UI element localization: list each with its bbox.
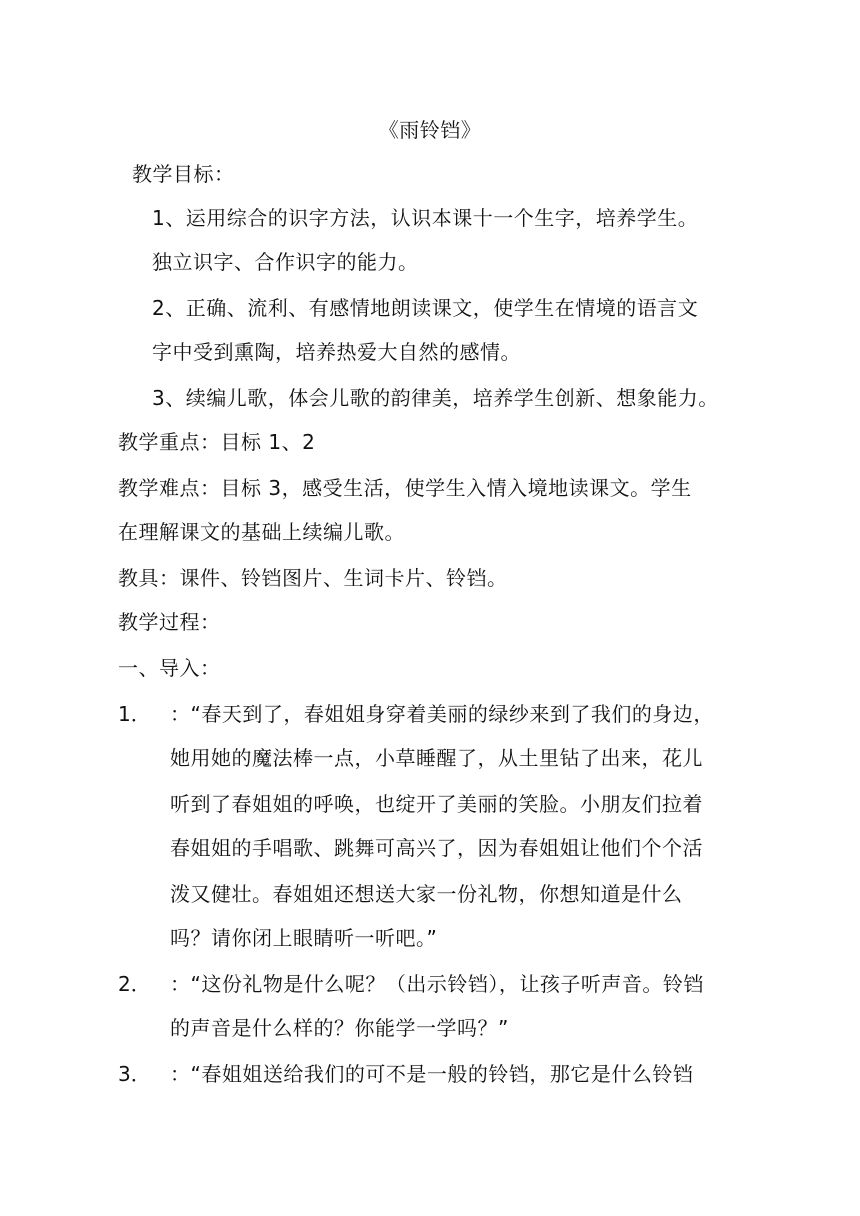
step-1-number: 1． (118, 702, 151, 726)
teaching-tools: 教具：课件、铃铛图片、生词卡片、铃铛。 (118, 566, 508, 590)
step-1-line-3: 听到了春姐姐的呼唤，也绽开了美丽的笑脸。小朋友们拉着 (170, 792, 703, 816)
step-1-line-4: 春姐姐的手唱歌、跳舞可高兴了，因为春姐姐让他们个个活 (170, 836, 703, 860)
step-1-line-1: ：“春天到了，春姐姐身穿着美丽的绿纱来到了我们的身边， (170, 702, 714, 726)
step-2-line-2: 的声音是什么样的？你能学一学吗？” (170, 1016, 509, 1040)
step-3-number: 3． (118, 1062, 151, 1086)
objective-2-line-2: 字中受到熏陶，培养热爱大自然的感情。 (152, 340, 521, 364)
step-1-line-5: 泼又健壮。春姐姐还想送大家一份礼物，你想知道是什么 (170, 882, 683, 906)
difficulties-line-1: 教学难点：目标 3，感受生活，使学生入情入境地读课文。学生 (118, 476, 692, 500)
section-1-heading: 一、导入： (118, 656, 221, 680)
difficulties-line-2: 在理解课文的基础上续编儿歌。 (118, 520, 405, 544)
document-title: 《雨铃铛》 (378, 118, 482, 142)
objective-1-line-1: 1、运用综合的识字方法，认识本课十一个生字，培养学生。 (152, 206, 699, 230)
objectives-heading: 教学目标： (132, 162, 235, 186)
step-1-line-2: 她用她的魔法棒一点，小草睡醒了，从土里钻了出来，花儿 (170, 746, 703, 770)
objective-1-line-2: 独立识字、合作识字的能力。 (152, 250, 419, 274)
step-3-line-1: ：“春姐姐送给我们的可不是一般的铃铛，那它是什么铃铛 (170, 1062, 694, 1086)
step-2-number: 2． (118, 972, 151, 996)
key-points: 教学重点：目标 1、2 (118, 430, 316, 454)
process-heading: 教学过程： (118, 610, 221, 634)
objective-2-line-1: 2、正确、流利、有感情地朗读课文，使学生在情境的语言文 (152, 296, 699, 320)
step-1-line-6: 吗？请你闭上眼睛听一听吧。” (170, 926, 438, 950)
objective-3-line-1: 3、续编儿歌，体会儿歌的韵律美，培养学生创新、想象能力。 (152, 386, 719, 410)
step-2-line-1: ：“这份礼物是什么呢？（出示铃铛），让孩子听声音。铃铛 (170, 972, 704, 996)
